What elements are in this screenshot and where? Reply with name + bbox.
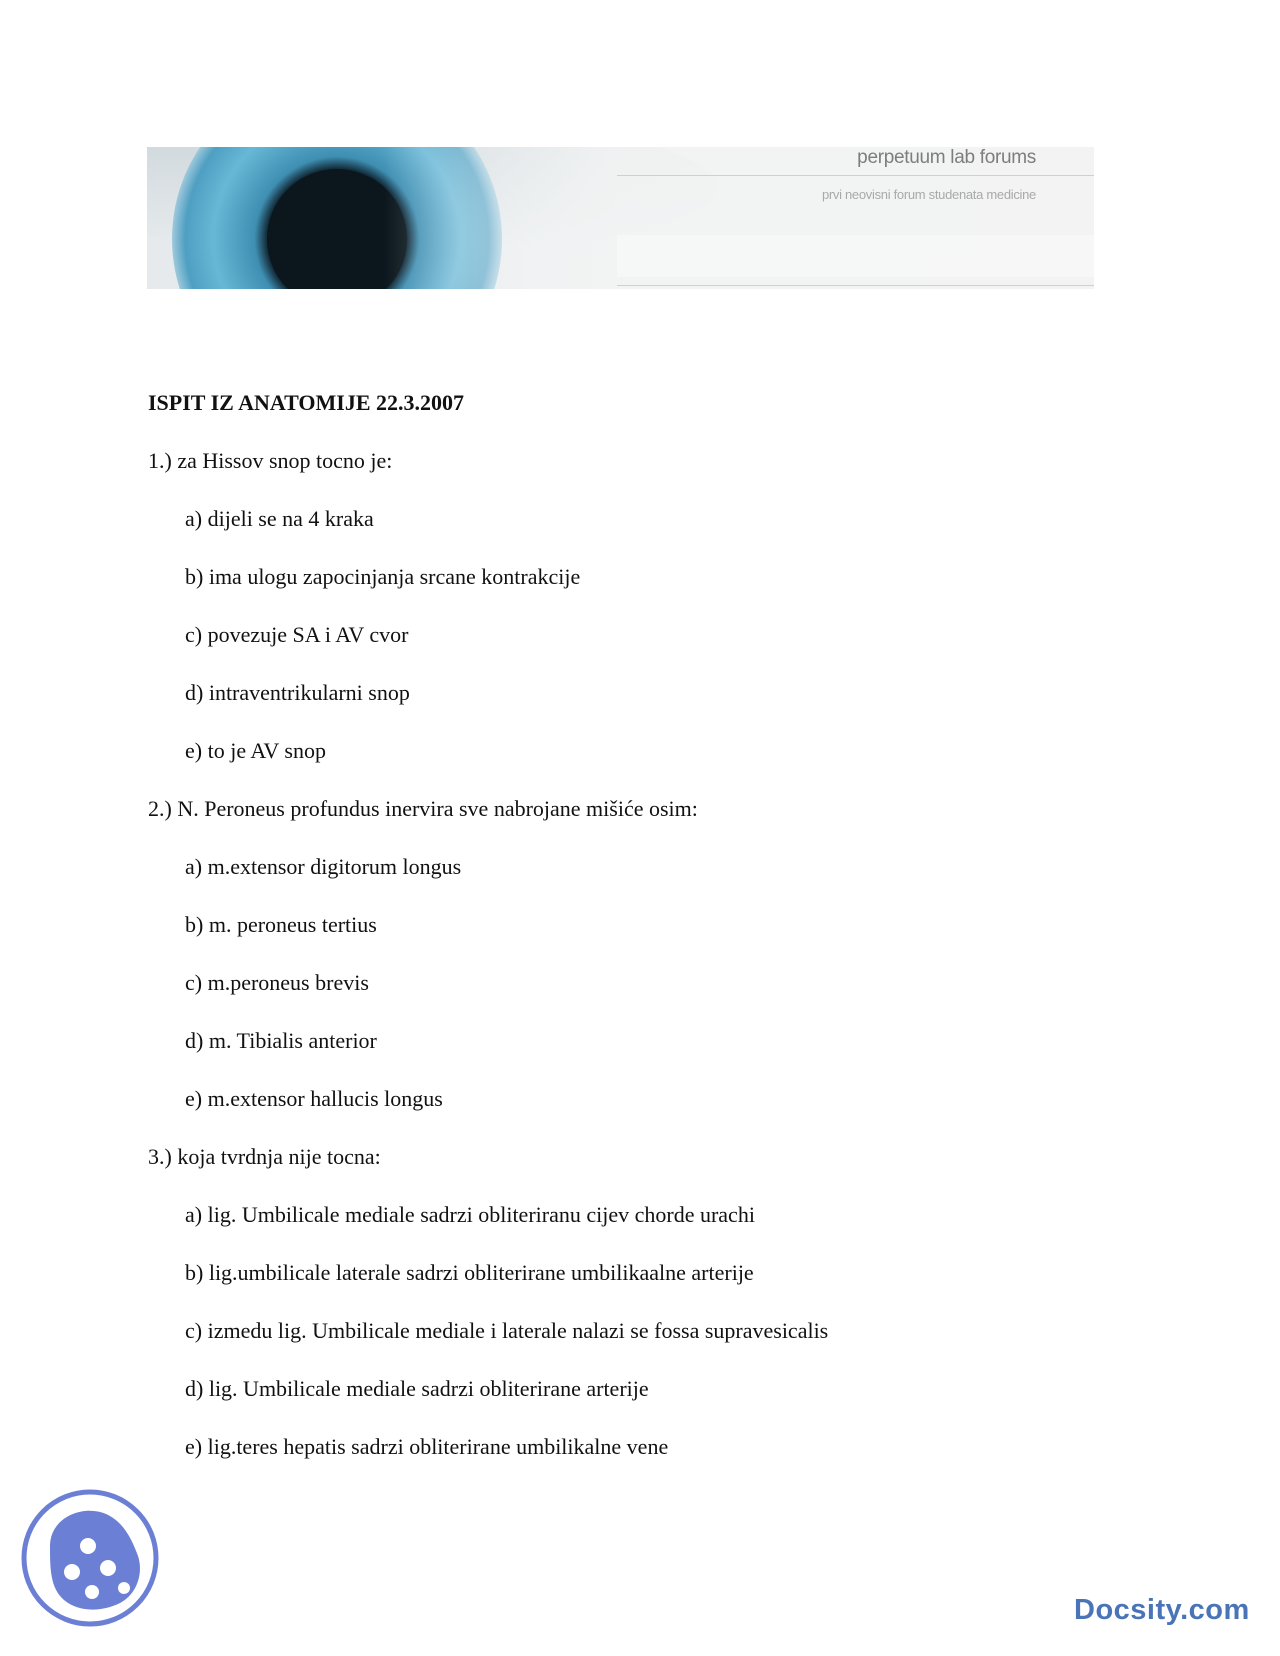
answer-1b: b) ima ulogu zapocinjanja srcane kontrakcije	[185, 564, 581, 589]
answer-2e: e) m.extensor hallucis longus	[185, 1086, 443, 1111]
banner-divider	[617, 285, 1094, 286]
answer-2c: c) m.peroneus brevis	[185, 970, 369, 995]
answer-3b: b) lig.umbilicale laterale sadrzi obliterirane umbilikaalne arterije	[185, 1260, 754, 1285]
banner-subtitle: prvi neovisni forum studenata medicine	[821, 187, 1036, 202]
answer-3d: d) lig. Umbilicale mediale sadrzi obliterirane arterije	[185, 1376, 649, 1401]
docsity-brand[interactable]: Docsity.com	[1074, 1594, 1250, 1626]
question-1: 1.) za Hissov snop tocno je:	[148, 448, 393, 473]
answer-2d: d) m. Tibialis anterior	[185, 1028, 377, 1053]
answer-1e: e) to je AV snop	[185, 738, 326, 763]
banner-title: perpetuum lab forums	[857, 147, 1036, 168]
answer-1a: a) dijeli se na 4 kraka	[185, 506, 374, 531]
question-2: 2.) N. Peroneus profundus inervira sve nabrojane mišiće osim:	[148, 796, 698, 821]
answer-3e: e) lig.teres hepatis sadrzi obliterirane umbilikalne vene	[185, 1434, 669, 1459]
answer-2b: b) m. peroneus tertius	[185, 912, 377, 937]
docsity-logo-icon[interactable]	[20, 1488, 160, 1628]
banner-divider	[617, 175, 1094, 176]
answer-2a: a) m.extensor digitorum longus	[185, 854, 462, 879]
forum-banner	[147, 147, 1094, 289]
document-title: ISPIT IZ ANATOMIJE 22.3.2007	[148, 390, 465, 415]
question-3: 3.) koja tvrdnja nije tocna:	[148, 1144, 381, 1169]
answer-3a: a) lig. Umbilicale mediale sadrzi obliteriranu cijev chorde urachi	[185, 1202, 755, 1227]
answer-1c: c) povezuje SA i AV cvor	[185, 622, 409, 647]
answer-1d: d) intraventrikularni snop	[185, 680, 410, 705]
answer-3c: c) izmedu lig. Umbilicale mediale i laterale nalazi se fossa supravesicalis	[185, 1318, 829, 1343]
